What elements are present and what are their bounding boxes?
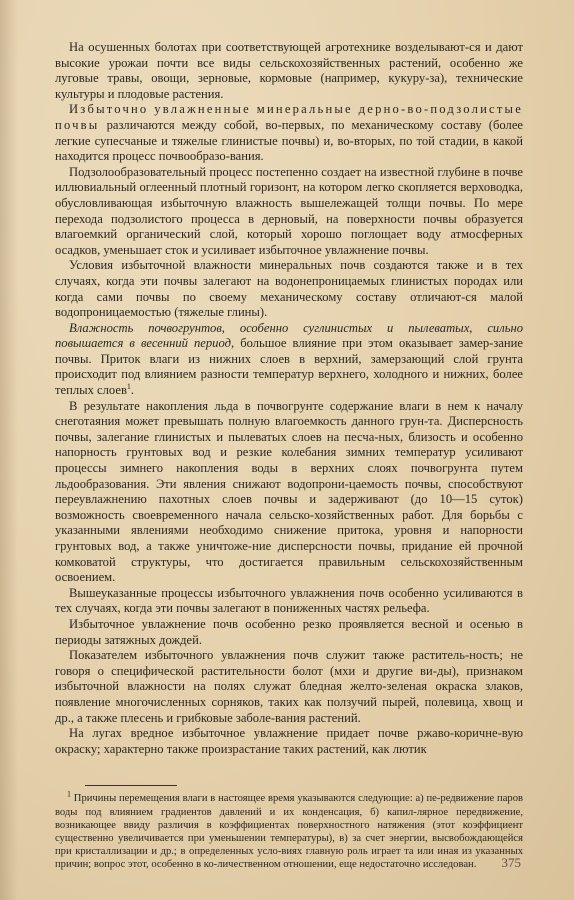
footnote: $^1$ Причины перемещения влаги в настоящее время указываются следующие: а) пе-редвижение паров воды под влиянием градиентов давлений и их конденсация, б) капил-лярное передвижение, возникающее ввиду различия в коэффициентах поверхностного натяжения (этот коэффициент существенно увеличивается при уменьшении температуры), в) за счет энергии, высвобождающейся при кристаллизации и др.; в определенных усло-виях главную роль играет та или иная из указанных причин; вопрос этот, особенно в ко-личественном отношении, еще недостаточно исследован. [55,789,523,871]
paragraph-10: На лугах вредное избыточное увлажнение придает почве ржаво-коричне-вую окраску; характерно также произрастание таких растений, как лютик [55,726,523,756]
paragraph-2: Избыточно увлажненные минеральные дерно-во-подзолистые почвы различаются между собой, во-первых, по механическому составу (более легкие супесчаные и тяжелые глинистые почвы) и, во-вторых, по той стадии, в какой находится процесс почвообразо-вания. [55,102,523,164]
page-number: 375 [501,855,521,870]
footnote-mark: 1 [67,789,71,799]
paragraph-3: Подзолообразовательный процесс постепенно создает на известной глубине в почве иллювиальный оглеенный плотный горизонт, на котором легко скопляется верховодка, обусловливающая избыточную влажность вышележащей толщи почвы. По мере перехода подзолистого процесса в дерновый, на поверхности почвы образуется влагоемкий органический слой, который хорошо поглощает воду атмосферных осадков, уменьшает сток и усиливает избыточное увлажнение почвы. [55,164,523,257]
footnote-rule [85,785,177,786]
page-body [55,40,523,872]
paragraph-5: Влажность почвогрунтов, особенно суглинистых и пылеватых, сильно повышается в весенний период, большое влияние при этом оказывает замер-зание почвы. Приток влаги из нижних слоев в верхний, замерзающий слой грунта происходит под влиянием разности температур верхнего, холодного и нижних, более теплых слоев$^1$. [55,320,523,398]
paragraph-7: Вышеуказанные процессы избыточного увлажнения почв особенно усиливаются в тех случаях, когда эти почвы залегают в пониженных частях рельефа. [55,585,523,616]
paragraph-5-italic: Влажность почвогрунтов, особенно суглинистых и пылеватых, сильно повышается в весенний период [55,320,523,351]
paragraph-8: Избыточное увлажнение почв особенно резко проявляется весной и осенью в периоды затяжных дождей. [55,616,523,647]
paragraph-2-lead: Избыточно увлажненные минеральные дерно-во-подзолистые почвы [55,102,523,132]
page-fold-shadow [0,0,18,900]
footnote-ref: 1 [126,381,131,391]
paragraph-1: На осушенных болотах при соответствующей агротехнике возделывают-ся и дают высокие урожаи почти все виды сельскохозяйственных растений, особенно же луговые травы, овощи, зерновые, кормовые (например, кукуру-за), технические культуры и плодовые растения. [55,40,523,101]
paragraph-9: Показателем избыточного увлажнения почв служит также раститель-ность; не говоря о специфической растительности болот (мхи и другие ви-ды), признаком избыточной влажности на полях служат бледная желто-зеленая окраска злаков, появление многочисленных сорняков, таких как ползучий пырей, полевица, хвощ и др., а также плесень и грибковые заболе-вания растений. [55,648,523,725]
paragraph-6: В результате накопления льда в почвогрунте содержание влаги в нем к началу снеготаяния может превышать полную влагоемкость данного грун-та. Дисперсность почвы, залегание глинистых и пылеватых слоев на песча-ных, близость и особенно напорность грунтовых вод и резкие колебания зимних температур усиливают процессы зимнего накопления воды в верхних слоях почвогрунта путем льдообразования. Эти явления снижают водопрони-цаемость почвы, способствуют переувлажнению пахотных слоев почвы и задерживают (до 10—15 суток) возможность своевременного начала сельско-хозяйственных работ. Для борьбы с указанными явлениями необходимо снижение притока, уровня и напорности грунтовых вод, а также уничтоже-ние дисперсности почвы, придание ей прочной комковатой структуры, что достигается правильным сельскохозяйственным освоением. [55,398,523,585]
paragraph-4: Условия избыточной влажности минеральных почв создаются также и в тех случаях, когда эти почвы залегают на водонепроницаемых глинистых породах или когда сами почвы по своему механическому составу отличают-ся малой водопроницаемостью (тяжелые глины). [55,258,523,320]
